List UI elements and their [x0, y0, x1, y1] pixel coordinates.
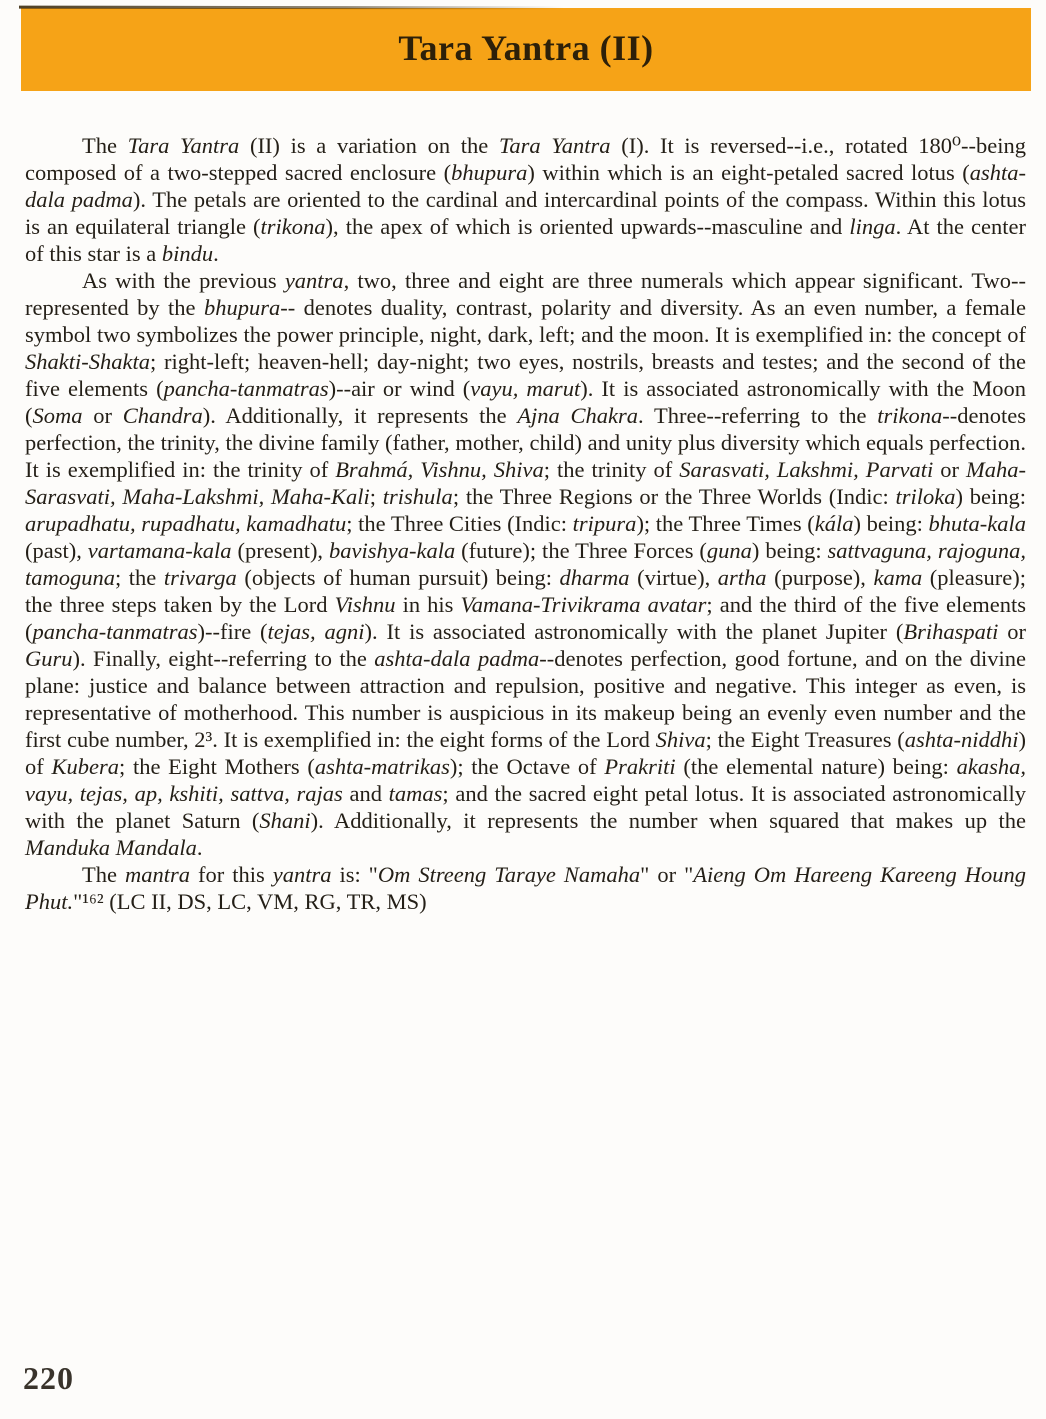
page-number: 220 — [23, 1360, 74, 1396]
paragraph-numerology: As with the previous yantra, two, three and eight are three numerals which appear significant. Two--represented by the bhupura-- denotes duality, contrast, polarity and diversity. As an even number, a female symbol two symbolizes the power principle, night, dark, left; and the moon. It is exemplified in: the concept of Shakti-Shakta; right-left; heaven-hell; day-night; two eyes, nostrils, breasts and testes; and the second of the five elements (pancha-tanmatras)--air or wind (vayu, marut). It is associated astronomically with the Moon (Soma or Chandra). Additionally, it represents the Ajna Chakra. Three--referring to the trikona--denotes perfection, the trinity, the divine family (father, mother, child) and unity plus diversity which equals perfection. It is exemplified in: the trinity of Brahmá, Vishnu, Shiva; the trinity of Sarasvati, Lakshmi, Parvati or Maha-Sarasvati, Maha-Lakshmi, Maha-Kali; trishula; the Three Regions or the Three Worlds (Indic: triloka) being: arupadhatu, rupadhatu, kamadhatu; the Three Cities (Indic: tripura); the Three Times (kála) being: bhuta-kala (past), vartamana-kala (present), bavishya-kala (future); the Three Forces (guna) being: sattvaguna, rajoguna, tamoguna; the trivarga (objects of human pursuit) being: dharma (virtue), artha (purpose), kama (pleasure); the three steps taken by the Lord Vishnu in his Vamana-Trivikrama avatar; and the third of the five elements (pancha-tanmatras)--fire (tejas, agni). It is associated astronomically with the planet Jupiter (Brihaspati or Guru). Finally, eight--referring to the ashta-dala padma--denotes perfection, good fortune, and on the divine plane: justice and balance between attraction and repulsion, positive and negative. This integer as even, is representative of motherhood. This number is auspicious in its makeup being an evenly even number and the first cube number, 2³. It is exemplified in: the eight forms of the Lord Shiva; the Eight Treasures (ashta-niddhi) of Kubera; the Eight Mothers (ashta-matrikas); the Octave of Prakriti (the elemental nature) being: akasha, vayu, tejas, ap, kshiti, sattva, rajas and tamas; and the sacred eight petal lotus. It is associated astronomically with the planet Saturn (Shani). Additionally, it represents the number when squared that makes up the Manduka Mandala. — [25, 268, 1027, 860]
paragraph-mantra: The mantra for this yantra is: "Om Streeng Taraye Namaha" or "Aieng Om Hareeng Kareeng Houng Phut."¹⁶² (LC II, DS, LC, VM, RG, TR, MS) — [25, 862, 1026, 914]
page-title: Tara Yantra (II) — [398, 27, 654, 68]
paragraph-intro: The Tara Yantra (II) is a variation on the Tara Yantra (I). It is reversed--i.e., rotated 180⁰--being composed of a two-stepped sacred enclosure (bhupura) within which is an eight-petaled sacred lotus (ashta-dala padma). The petals are oriented to the cardinal and intercardinal points of the compass. Within this lotus is an equilateral triangle (trikona), the apex of which is oriented upwards--masculine and linga. At the center of this star is a bindu. — [25, 133, 1027, 266]
article-body — [25, 132, 1026, 915]
title-banner — [21, 8, 1031, 91]
